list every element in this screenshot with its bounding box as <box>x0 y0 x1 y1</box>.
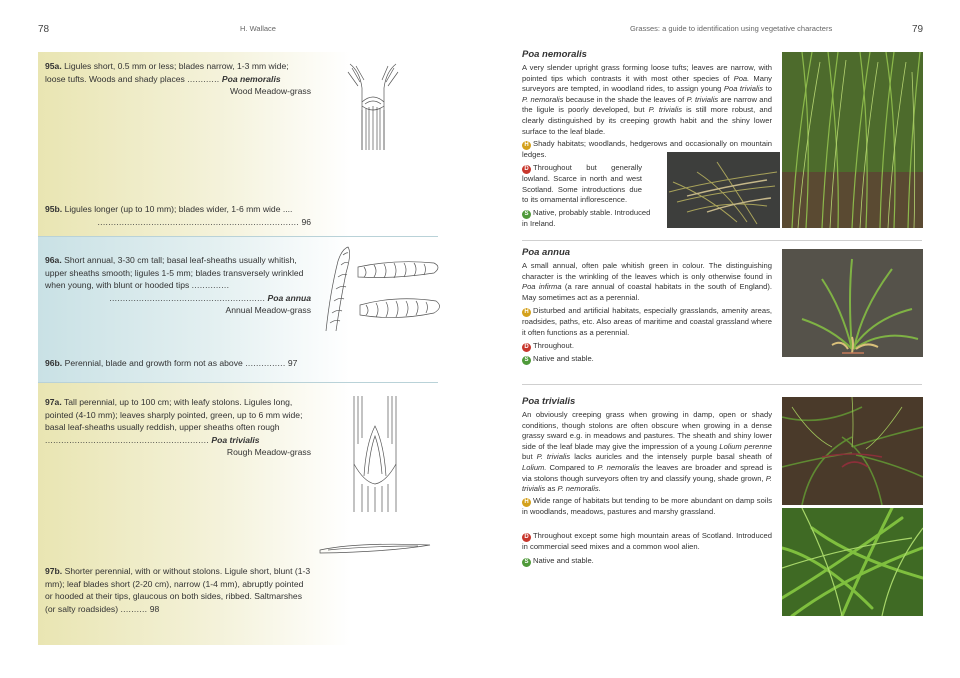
photo-nemoralis-tufts <box>782 52 923 228</box>
habitat-annua: H Disturbed and artificial habitats, especially grasslands, amenity areas, roadsides, paths, etc. Also areas of maritime and coastal grassland where it often functions as a perennial. <box>522 306 772 337</box>
distribution-badge: D <box>522 533 531 542</box>
page-number-left: 78 <box>38 24 50 35</box>
section-divider <box>522 240 922 241</box>
right-page <box>480 0 960 678</box>
couplet-number: 97b. <box>45 566 63 576</box>
couplet-number: 95b. <box>45 204 63 214</box>
species-title-trivialis: Poa trivialis <box>522 396 576 407</box>
status-badge: S <box>522 558 531 567</box>
couplet-text: Short annual, 3-30 cm tall; basal leaf-sheaths usually whitish, upper sheaths smooth; ligules 1-5 mm; blades transversely wrinkled when young, with blunt or hooded tips <box>45 255 304 291</box>
couplet-target: 98 <box>149 603 160 614</box>
couplet-text: Perennial, blade and growth form not as above <box>64 358 243 368</box>
photo-trivialis-stolons <box>782 397 923 505</box>
section-divider <box>522 384 922 385</box>
leader-dots: .............. <box>191 280 230 291</box>
description-nemoralis: A very slender upright grass forming loose tufts; leaves are narrow, with pointed tips which contrasts it with most other species of Poa. Many surveyors are tempted, in woodland rides, to assign young Poa trivialis to P. nemoralis because in the shade the leaves of P. trivialis are narrow and the ligule is poorly developed, but P. trivialis is still more robust, and clearly distinguished by its creeping growth habit and the shiny lower surface to the leaf blade. <box>522 63 772 136</box>
photo-trivialis-sward <box>782 508 923 616</box>
common-name: Wood Meadow-grass <box>229 86 311 97</box>
habitat-badge: H <box>522 498 531 507</box>
couplet-text: Ligules longer (up to 10 mm); blades wider, 1-6 mm wide .... <box>64 204 293 214</box>
couplet-96a <box>45 254 311 317</box>
distribution-badge: D <box>522 165 531 174</box>
couplet-text: Shorter perennial, with or without stolons. Ligule short, blunt (1-3 mm); leaf blades short (2-20 cm), narrow (1-4 mm), abruptly pointed or hooded at their tips, glaucous on both sides, ribbed. Saltmarshes (or salty roadsides) <box>45 566 311 614</box>
couplet-text: Ligules short, 0.5 mm or less; blades narrow, 1-3 mm wide; loose tufts. Woods and shady places <box>45 61 289 84</box>
habitat-trivialis: H Wide range of habitats but tending to be more abundant on damp soils in woodlands, meadows, pastures and marshy grassland. <box>522 496 772 516</box>
photo-annua <box>782 249 923 357</box>
habitat-nemoralis: H Shady habitats; woodlands, hedgerows and occasionally on mountain ledges. <box>522 139 772 159</box>
status-trivialis: S Native and stable. <box>522 556 772 567</box>
common-name: Rough Meadow-grass <box>226 447 311 458</box>
couplet-text: Tall perennial, up to 100 cm; with leafy stolons. Ligules long, pointed (4-10 mm); leaves sharply pointed, green, up to 6 mm wide; basal leaf-sheaths usually reddish, upper sheaths often rough <box>45 397 303 433</box>
couplet-95b <box>45 203 311 228</box>
couplet-97a <box>45 396 311 459</box>
leader-dots: ............................................................. <box>45 434 209 445</box>
habitat-badge: H <box>522 141 531 150</box>
species-name: Poa annua <box>267 292 311 303</box>
band-divider <box>38 236 438 237</box>
couplet-number: 97a. <box>45 397 62 407</box>
status-annua: S Native and stable. <box>522 354 772 365</box>
species-title-nemoralis: Poa nemoralis <box>522 49 587 60</box>
band-divider <box>38 382 438 383</box>
status-badge: S <box>522 356 531 365</box>
couplet-95a <box>45 60 311 98</box>
distribution-trivialis: D Throughout except some high mountain areas of Scotland. Introduced in commercial seed mixes and a common wool alien. <box>522 531 772 551</box>
leader-dots: ............ <box>187 73 220 84</box>
ligule-trivialis-illustration <box>340 394 410 514</box>
distribution-annua: D Throughout. <box>522 341 772 352</box>
leader-dots: .......................................................... <box>109 292 266 303</box>
couplet-target: 97 <box>287 358 298 368</box>
status-nemoralis: S Native, probably stable. Introduced in Ireland. <box>522 208 651 228</box>
couplet-number: 96b. <box>45 358 63 368</box>
ligule-nemoralis-illustration <box>338 62 408 152</box>
couplet-number: 95a. <box>45 61 62 71</box>
leader-dots: ........................................................................... <box>97 216 300 227</box>
couplet-96b <box>45 357 311 370</box>
trivialis-blade-illustration <box>318 538 432 560</box>
annua-leaf-illustration <box>316 243 444 333</box>
photo-nemoralis-stolons <box>667 152 780 228</box>
habitat-badge: H <box>522 308 531 317</box>
species-title-annua: Poa annua <box>522 247 571 258</box>
common-name: Annual Meadow-grass <box>225 305 311 316</box>
description-annua: A small annual, often pale whitish green in colour. The distinguishing character is the wrinkling of the leaves which is only otherwise found in Poa infirma (a rare annual of coastal habitats in the south of England). May sometimes act as a perennial. <box>522 261 772 302</box>
status-badge: S <box>522 210 531 219</box>
running-head-left: H. Wallace <box>240 24 276 33</box>
leader-dots: ............... <box>245 358 286 368</box>
species-name: Poa trivialis <box>211 434 260 445</box>
couplet-target: 96 <box>301 216 311 227</box>
page-number-right: 79 <box>912 24 924 35</box>
species-name: Poa nemoralis <box>221 73 281 84</box>
distribution-badge: D <box>522 343 531 352</box>
leader-dots: .......... <box>120 603 148 614</box>
couplet-number: 96a. <box>45 255 62 265</box>
running-head-right: Grasses: a guide to identification using vegetative characters <box>630 24 833 33</box>
description-trivialis: An obviously creeping grass when growing in damp, open or shady conditions, though stolons are often obscure when growing in a dense grassy sward e.g. in meadows and pastures. The sheath and shiny lower side of the leaf blade may give the impression of a young Lolium perenne but P. trivialis lacks auricles and the intensely purple basal sheath of Lolium. Compared to P. nemoralis the leaves are broader and spread is via stolons though surveyors often try and classify young, shade grown, P. trivialis as P. nemoralis. <box>522 410 772 494</box>
distribution-nemoralis: D Throughout but generally lowland. Scarce in north and west Scotland. Some introductions due to its ornamental inflorescence. <box>522 163 642 205</box>
couplet-97b <box>45 565 311 615</box>
